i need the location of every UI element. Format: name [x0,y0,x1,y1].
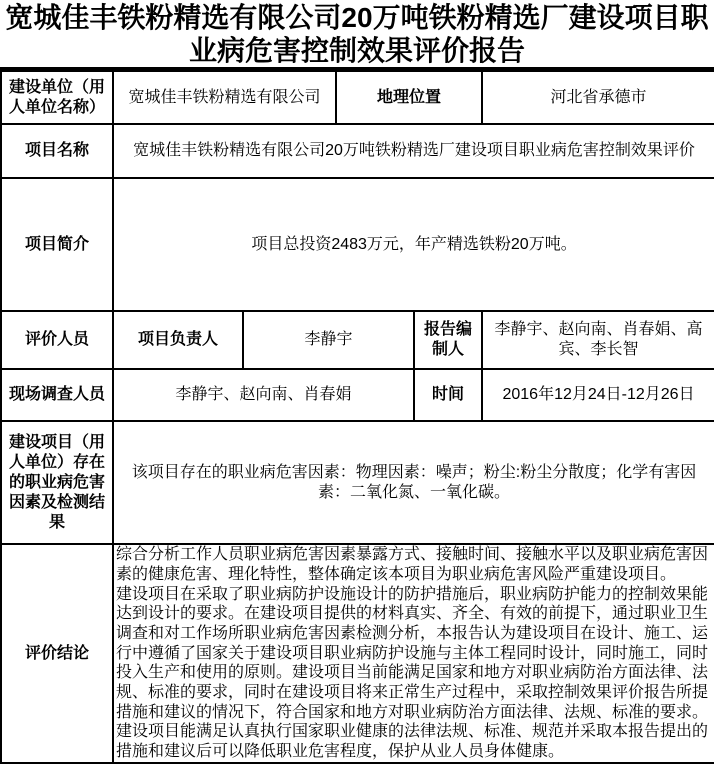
row-conclusion [1,544,714,763]
construction-unit-value: 宽城佳丰铁粉精选有限公司 [113,71,336,124]
row-investigators [1,369,714,421]
project-brief-value: 项目总投资2483万元，年产精选铁粉20万吨。 [113,178,714,311]
report-title: 宽城佳丰铁粉精选有限公司20万吨铁粉精选厂建设项目职业病危害控制效果评价报告 [0,0,714,70]
report-editors-label: 报告编制人 [414,311,482,369]
project-name-label: 项目名称 [1,124,113,178]
time-value: 2016年12月24日-12月26日 [482,369,714,421]
location-label: 地理位置 [336,71,482,124]
construction-unit-label: 建设单位（用人单位名称） [1,71,113,124]
project-brief-label: 项目简介 [1,178,113,311]
report-table [0,70,714,764]
row-project-name [1,124,714,178]
project-leader-value: 李静宇 [243,311,414,369]
project-name-value: 宽城佳丰铁粉精选有限公司20万吨铁粉精选厂建设项目职业病危害控制效果评价 [113,124,714,178]
row-hazard-factors [1,421,714,544]
row-construction-unit [1,71,714,124]
evaluators-label: 评价人员 [1,311,113,369]
conclusion-paragraph-1: 综合分析工作人员职业病危害因素暴露方式、接触时间、接触水平以及职业病危害因素的健康危害、理化特性，整体确定该本项目为职业病危害风险严重建设项目。 [116,546,709,583]
hazard-factors-label: 建设项目（用人单位）存在的职业病危害因素及检测结果 [1,421,113,544]
conclusion-value [113,544,714,763]
investigators-label: 现场调查人员 [1,369,113,421]
conclusion-label: 评价结论 [1,544,113,763]
conclusion-paragraph-2: 建设项目在采取了职业病防护设施设计的防护措施后，职业病防护能力的控制效果能达到设计的要求。在建设项目提供的材料真实、齐全、有效的前提下，通过职业卫生调查和对工作场所职业病危害因素检测分析，本报告认为建设项目在设计、施工、运行中遵循了国家关于建设项目职业病防护设施与主体工程同时设计，同时施工，同时投入生产和使用的原则。建设项目当前能满足国家和地方对职业病防治方面法律、法规、标准的要求，同时在建设项目将来正常生产过程中，采取控制效果评价报告所提措施和建议的情况下，符合国家和地方对职业病防治方面法律、法规、标准的要求。建设项目能满足认真执行国家职业健康的法律法规、标准、规范并采取本报告提出的措施和建议后可以降低职业危害程度，保护从业人员身体健康。 [116,585,709,761]
project-leader-label: 项目负责人 [113,311,243,369]
row-evaluators [1,311,714,369]
report-editors-value: 李静宇、赵向南、肖春娟、高宾、李长智 [482,311,714,369]
row-project-brief [1,178,714,311]
hazard-factors-value: 该项目存在的职业病危害因素：物理因素：噪声；粉尘:粉尘分散度；化学有害因素：二氧化氮、一氧化碳。 [113,421,714,544]
time-label: 时间 [414,369,482,421]
location-value: 河北省承德市 [482,71,714,124]
investigators-value: 李静宇、赵向南、肖春娟 [113,369,414,421]
